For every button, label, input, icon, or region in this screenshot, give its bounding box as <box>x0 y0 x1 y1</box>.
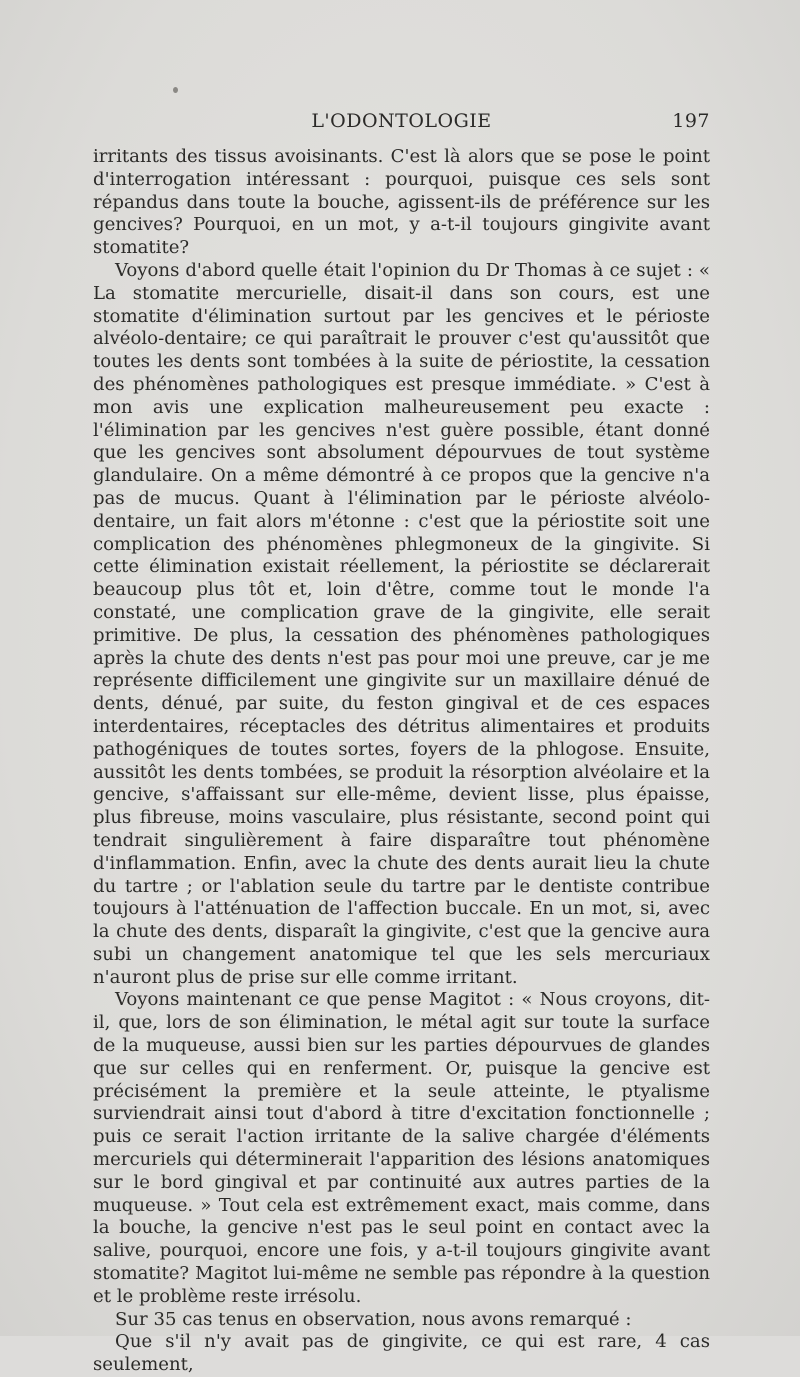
body-text <box>93 146 710 1376</box>
journal-title: L'ODONTOLOGIE <box>311 110 492 132</box>
paragraph-magitot-opinion: Voyons maintenant ce que pense Magitot : « Nous croyons, dit-il, que, lors de son élimination, le métal agit sur toute la surface de la muqueuse, aussi bien sur les parties dépourvues de glandes que sur celles qui en renferment. Or, puisque la gencive est précisément la première et la seule atteinte, le ptyalisme surviendrait ainsi tout d'abord à titre d'excitation fonctionnelle ; puis ce serait l'action irritante de la salive chargée d'éléments mercuriels qui déterminerait l'apparition des lésions anatomiques sur le bord gingival et par continuité aux autres parties de la muqueuse. » Tout cela est extrêmement exact, mais comme, dans la bouche, la gencive n'est pas le seul point en contact avec la salive, pourquoi, encore une fois, y a-t-il toujours gingivite avant stomatite? Magitot lui-même ne semble pas répondre à la question et le problème reste irrésolu. <box>93 989 710 1307</box>
running-header <box>93 110 710 140</box>
paragraph-thomas-opinion: Voyons d'abord quelle était l'opinion du Dr Thomas à ce sujet : « La stomatite mercurielle, disait-il dans son cours, est une stomatite d'élimination surtout par les gencives et le périoste alvéolo-dentaire; ce qui paraîtrait le prouver c'est qu'aussitôt que toutes les dents sont tombées à la suite de périostite, la cessation des phénomènes pathologiques est presque immédiate. » C'est à mon avis une explication malheureusement peu exacte : l'élimination par les gencives n'est guère possible, étant donné que les gencives sont absolument dépourvues de tout système glandulaire. On a même démontré à ce propos que la gencive n'a pas de mucus. Quant à l'élimination par le périoste alvéolo-dentaire, un fait alors m'étonne : c'est que la périostite soit une complication des phénomènes phlegmoneux de la gingivite. Si cette élimination existait réellement, la périostite se déclarerait beaucoup plus tôt et, loin d'être, comme tout le monde l'a constaté, une complication grave de la gingivite, elle serait primitive. De plus, la cessation des phénomènes pathologiques après la chute des dents n'est pas pour moi une preuve, car je me représente difficilement une gingivite sur un maxillaire dénué de dents, dénué, par suite, du feston gingival et de ces espaces interdentaires, réceptacles des détritus alimentaires et produits pathogéniques de toutes sortes, foyers de la phlogose. Ensuite, aussitôt les dents tombées, se produit la résorption alvéolaire et la gencive, s'affaissant sur elle-même, devient lisse, plus épaisse, plus fibreuse, moins vasculaire, plus résistante, second point qui tendrait singulièrement à faire disparaître tout phénomène d'inflammation. Enfin, avec la chute des dents aurait lieu la chute du tartre ; or l'ablation seule du tartre par le dentiste contribue toujours à l'atténuation de l'affection buccale. En un mot, si, avec la chute des dents, disparaît la gingivite, c'est que la gencive aura subi un changement anatomique tel que les sels mercuriaux n'auront plus de prise sur elle comme irritant. <box>93 259 710 988</box>
paragraph-observation-intro: Sur 35 cas tenus en observation, nous avons remarqué : <box>115 1308 632 1330</box>
print-speck <box>173 87 178 93</box>
page-number: 197 <box>672 110 710 132</box>
paragraph-observation-first: Que s'il n'y avait pas de gingivite, ce qui est rare, 4 cas seulement, <box>93 1331 710 1376</box>
paragraph-continued: irritants des tissus avoisinants. C'est là alors que se pose le point d'interrogation intéressant : pourquoi, puisque ces sels sont répandus dans toute la bouche, agissent-ils de préférence sur les gencives? Pourquoi, en un mot, y a-t-il toujours gingivite avant stomatite? <box>93 146 710 259</box>
